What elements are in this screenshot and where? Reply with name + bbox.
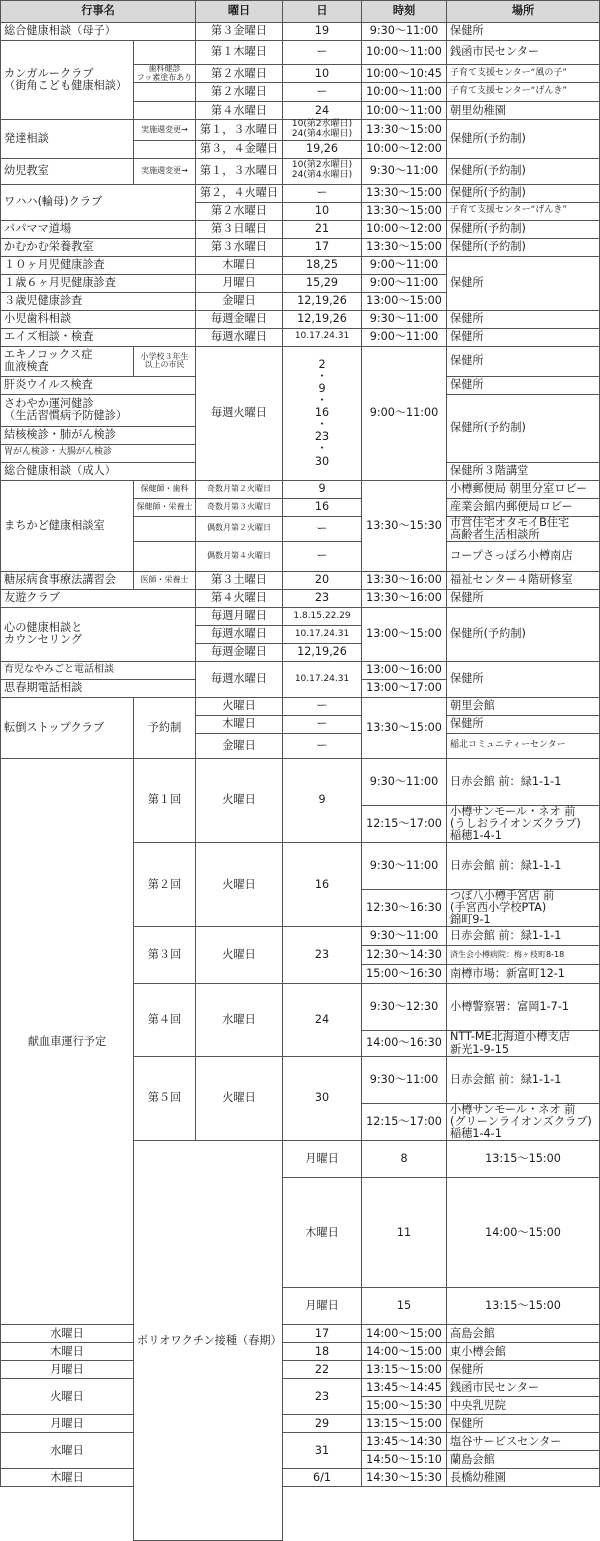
note-cell: 実施週変更→ xyxy=(134,158,196,184)
table-cell: 保健所(予約制) xyxy=(447,394,600,462)
table-row xyxy=(1,328,600,346)
table-cell: 子育て支援センター“げんき” xyxy=(447,83,600,102)
table-cell: エキノコックス症 血液検査 xyxy=(1,346,134,376)
table-row xyxy=(1,120,600,140)
table-cell: 毎週金曜日 xyxy=(196,310,283,328)
table-cell: 保健所３階講堂 xyxy=(447,462,600,480)
table-cell: 9:30～11:00 xyxy=(362,310,447,328)
table-cell: 保健所 xyxy=(447,715,600,733)
table-row xyxy=(1,1325,600,1343)
table-cell: 10 xyxy=(283,202,362,220)
table-cell: 10(第2水曜日) 24(第4水曜日) xyxy=(283,120,362,140)
table-cell: 13:30～15:00 xyxy=(362,238,447,256)
table-cell: 第３水曜日 xyxy=(196,238,283,256)
table-cell: 16 xyxy=(283,498,362,516)
table-cell: 13:30～15:30 xyxy=(362,480,447,571)
table-cell: 19,26 xyxy=(283,140,362,158)
table-row xyxy=(1,1505,600,1523)
table-cell: 10.17.24.31 xyxy=(283,625,362,643)
table-cell: 9 xyxy=(283,480,362,498)
table-cell: 糖尿病食事療法講習会 xyxy=(1,571,134,589)
table-row xyxy=(1,1343,600,1361)
note-cell xyxy=(134,140,196,158)
table-cell: 銭函市民センター xyxy=(447,41,600,65)
table-cell: 14:00～15:00 xyxy=(362,1343,447,1361)
table-cell: 30 xyxy=(283,1056,362,1140)
table-cell: 小樽警察署：富岡1-7-1 xyxy=(447,984,600,1031)
table-cell: 毎週金曜日 xyxy=(196,643,283,661)
table-cell: 市営住宅オタモイB住宅 高齢者生活相談所 xyxy=(447,516,600,541)
table-cell: 月曜日 xyxy=(196,274,283,292)
table-cell: 日赤会館 前：緑1-1-1 xyxy=(447,843,600,890)
table-cell: 9:00～11:00 xyxy=(362,256,447,274)
table-cell: １歳６ヶ月児健康診査 xyxy=(1,274,196,292)
table-cell: 長橋幼稚園 xyxy=(447,1469,600,1487)
table-cell: 19 xyxy=(283,23,362,41)
table-cell: 8 xyxy=(362,1140,447,1177)
table-row xyxy=(1,184,600,202)
table-cell: ポリオワクチン接種（春期） xyxy=(134,1140,283,1540)
table-cell: 保健所 xyxy=(447,23,600,41)
table-cell: 12:30～14:30 xyxy=(362,946,447,965)
table-row xyxy=(1,238,600,256)
table-cell: 13:15～15:00 xyxy=(447,1140,600,1177)
table-cell: 金曜日 xyxy=(196,733,283,758)
table-cell: 24 xyxy=(283,984,362,1056)
note-cell: 実施週変更→ xyxy=(134,120,196,140)
table-cell: 第３金曜日 xyxy=(196,23,283,41)
table-cell: 18 xyxy=(283,1343,362,1361)
table-cell: 第１，３水曜日 xyxy=(196,158,283,184)
table-cell: 15 xyxy=(362,1288,447,1325)
table-cell: 第２回 xyxy=(134,843,196,927)
table-cell: 結核検診・肺がん検診 xyxy=(1,426,196,444)
table-cell: 14:00～16:30 xyxy=(362,1031,447,1056)
table-cell: 12,19,26 xyxy=(283,292,362,310)
table-cell: 16 xyxy=(283,843,362,927)
table-cell: ー xyxy=(283,697,362,715)
table-cell: 13:00～17:00 xyxy=(362,679,447,697)
table-row xyxy=(1,480,600,498)
table-cell: 月曜日 xyxy=(1,1361,134,1379)
table-cell: 奇数月第３火曜日 xyxy=(196,498,283,516)
table-cell: 水曜日 xyxy=(1,1433,134,1469)
table-row xyxy=(1,1361,600,1379)
table-cell: 献血車運行予定 xyxy=(1,758,134,1324)
table-cell: 心の健康相談と カウンセリング xyxy=(1,607,196,661)
table-row xyxy=(1,346,600,376)
table-cell: 保健所(予約制) xyxy=(447,607,600,661)
table-cell: 9:30～11:00 xyxy=(362,758,447,805)
note-cell xyxy=(134,516,196,541)
table-cell: ー xyxy=(283,516,362,541)
table-cell: 月曜日 xyxy=(1,1415,134,1433)
table-row xyxy=(1,158,600,184)
table-cell: 9:30～11:00 xyxy=(362,843,447,890)
table-cell: 保健所(予約制) xyxy=(447,158,600,184)
table-cell: パパママ道場 xyxy=(1,220,196,238)
table-cell: 月曜日 xyxy=(283,1140,362,1177)
table-cell: ー xyxy=(283,733,362,758)
table-cell: 小樽サンモール・ネオ 前 (うしおライオンズクラブ) 稲穂1-4-1 xyxy=(447,805,600,842)
table-cell: 10:00～12:00 xyxy=(362,220,447,238)
table-cell: 14:30～15:30 xyxy=(362,1469,447,1487)
table-cell: 第２水曜日 xyxy=(196,65,283,83)
table-cell: 日赤会館 前：緑1-1-1 xyxy=(447,758,600,805)
table-cell: 10:00～12:00 xyxy=(362,140,447,158)
note-cell: 保健師・栄養士 xyxy=(134,498,196,516)
table-cell: 第４回 xyxy=(134,984,196,1056)
table-cell: 毎週水曜日 xyxy=(196,625,283,643)
table-cell: 23 xyxy=(283,927,362,984)
table-cell: 10 xyxy=(283,65,362,83)
table-cell: エイズ相談・検査 xyxy=(1,328,196,346)
table-cell: 第３土曜日 xyxy=(196,571,283,589)
table-cell: 17 xyxy=(283,238,362,256)
table-cell: 9:30～11:00 xyxy=(362,1056,447,1103)
table-cell: ３歳児健康診査 xyxy=(1,292,196,310)
table-cell: 第４火曜日 xyxy=(196,589,283,607)
table-cell: 保健所(予約制) xyxy=(447,184,600,202)
table-cell: ー xyxy=(283,541,362,571)
table-row xyxy=(1,661,600,679)
table-cell: 第３回 xyxy=(134,927,196,984)
table-cell: 17 xyxy=(283,1325,362,1343)
table-cell: 15:00～15:30 xyxy=(362,1397,447,1415)
table-cell: 木曜日 xyxy=(283,1178,362,1288)
table-cell: 東小樽会館 xyxy=(447,1343,600,1361)
table-cell: 12:15～17:00 xyxy=(362,805,447,842)
table-cell: 火曜日 xyxy=(196,1056,283,1140)
table-cell: 14:50～15:10 xyxy=(362,1451,447,1469)
table-cell: 14:00～15:00 xyxy=(362,1325,447,1343)
table-cell: 火曜日 xyxy=(196,697,283,715)
table-cell: 24 xyxy=(283,102,362,120)
table-cell: コープさっぽろ小樽南店 xyxy=(447,541,600,571)
table-cell: 10.17.24.31 xyxy=(283,661,362,697)
table-cell: 第１回 xyxy=(134,758,196,842)
table-cell: 13:30～15:00 xyxy=(362,202,447,220)
table-cell: 13:30～16:00 xyxy=(362,571,447,589)
table-cell: 塩谷サービスセンター xyxy=(447,1433,600,1451)
table-cell: 南樽市場：新富町12-1 xyxy=(447,965,600,984)
table-cell: 毎週水曜日 xyxy=(196,661,283,697)
table-row xyxy=(1,220,600,238)
table-cell: 日赤会館 前：緑1-1-1 xyxy=(447,1056,600,1103)
table-cell: １０ヶ月児健康診査 xyxy=(1,256,196,274)
table-cell: 福祉センター４階研修室 xyxy=(447,571,600,589)
table-cell: さわやか運河健診 （生活習慣病予防健診） xyxy=(1,394,196,426)
table-cell: 木曜日 xyxy=(196,715,283,733)
table-cell: NTT-ME北海道小樽支店 新光1-9-15 xyxy=(447,1031,600,1056)
table-cell: 12:15～17:00 xyxy=(362,1103,447,1140)
table-cell: 毎週火曜日 xyxy=(196,346,283,480)
table-cell: ワハハ(輪母)クラブ xyxy=(1,184,196,220)
column-header: 時刻 xyxy=(362,1,447,23)
table-cell: 保健所(予約制) xyxy=(447,120,600,158)
table-row xyxy=(1,1469,600,1487)
header-row xyxy=(1,1,600,23)
table-cell: 18,25 xyxy=(283,256,362,274)
table-cell: 13:45～14:30 xyxy=(362,1433,447,1451)
table-cell: 13:45～14:45 xyxy=(362,1379,447,1397)
table-cell: 胃がん検診・大腸がん検診 xyxy=(1,444,196,462)
table-cell: 高島会館 xyxy=(447,1325,600,1343)
table-row xyxy=(1,1415,600,1433)
table-cell: 23 xyxy=(283,1379,362,1415)
column-header: 曜日 xyxy=(196,1,283,23)
table-cell: 第３日曜日 xyxy=(196,220,283,238)
table-row xyxy=(1,256,600,274)
table-cell: 偶数月第２火曜日 xyxy=(196,516,283,541)
table-cell: 友遊クラブ xyxy=(1,589,196,607)
table-cell: 発達相談 xyxy=(1,120,134,158)
column-header: 行事名 xyxy=(1,1,196,23)
note-cell: 小学校３年生 以上の市民 xyxy=(134,346,196,376)
table-cell: 10:00～10:45 xyxy=(362,65,447,83)
table-cell: 木曜日 xyxy=(1,1343,134,1361)
table-cell: 9:30～11:00 xyxy=(362,158,447,184)
table-row xyxy=(1,310,600,328)
table-cell: 31 xyxy=(283,1433,362,1469)
table-cell: 済生会小樽病院：梅ヶ枝町8-18 xyxy=(447,946,600,965)
table-cell: 9:30～11:00 xyxy=(362,927,447,946)
table-cell: 毎週月曜日 xyxy=(196,607,283,625)
table-cell: ー xyxy=(283,715,362,733)
table-cell: まちかど健康相談室 xyxy=(1,480,134,571)
table-cell: 9 xyxy=(283,758,362,842)
table-cell: 火曜日 xyxy=(1,1379,134,1415)
table-cell: 子育て支援センター“げんき” xyxy=(447,202,600,220)
table-cell: 22 xyxy=(283,1361,362,1379)
table-cell: 保健所(予約制) xyxy=(447,238,600,256)
table-cell: 14:00～15:00 xyxy=(447,1178,600,1288)
table-cell: 産業会館内郵便局ロビー xyxy=(447,498,600,516)
table-cell: 金曜日 xyxy=(196,292,283,310)
table-cell: 子育て支援センター“風の子” xyxy=(447,65,600,83)
table-cell: 日赤会館 前：緑1-1-1 xyxy=(447,927,600,946)
table-cell: 小樽サンモール・ネオ 前 (グリーンライオンズクラブ) 稲穂1-4-1 xyxy=(447,1103,600,1140)
column-header: 日 xyxy=(283,1,362,23)
table-cell: 転倒ストップクラブ xyxy=(1,697,134,758)
table-cell: 肝炎ウイルス検査 xyxy=(1,376,196,394)
table-cell: 予約制 xyxy=(134,697,196,758)
table-cell: 第１木曜日 xyxy=(196,41,283,65)
table-cell: 保健所 xyxy=(447,328,600,346)
table-cell: 12,19,26 xyxy=(283,310,362,328)
table-cell: 育児なやみごと電話相談 xyxy=(1,661,196,679)
table-cell: 13:00～15:00 xyxy=(362,607,447,661)
table-cell: 23 xyxy=(283,589,362,607)
table-cell: 15:00～16:30 xyxy=(362,965,447,984)
table-cell: 9:00～11:00 xyxy=(362,328,447,346)
table-row xyxy=(1,1433,600,1451)
table-cell: 10:00～11:00 xyxy=(362,83,447,102)
table-cell: 9:30～12:30 xyxy=(362,984,447,1031)
table-cell: 13:15～15:00 xyxy=(447,1288,600,1325)
table-cell: 第３，４金曜日 xyxy=(196,140,283,158)
table-cell: 蘭島会館 xyxy=(447,1451,600,1469)
table-cell: 中央乳児院 xyxy=(447,1397,600,1415)
table-cell: ー xyxy=(283,184,362,202)
table-cell: 保健所 xyxy=(447,1361,600,1379)
table-cell: 保健所 xyxy=(447,661,600,697)
table-cell: 保健所 xyxy=(447,256,600,310)
table-cell: 総合健康相談（母子） xyxy=(1,23,196,41)
table-cell: 木曜日 xyxy=(1,1469,134,1487)
table-cell: 29 xyxy=(283,1415,362,1433)
note-cell: 医師・栄養士 xyxy=(134,571,196,589)
table-cell: 水曜日 xyxy=(196,984,283,1056)
table-cell: 木曜日 xyxy=(196,256,283,274)
table-cell: 小児歯科相談 xyxy=(1,310,196,328)
table-cell: ー xyxy=(283,83,362,102)
table-cell: 火曜日 xyxy=(196,927,283,984)
table-cell: 朝里幼稚園 xyxy=(447,102,600,120)
table-cell: 第５回 xyxy=(134,1056,196,1140)
table-cell: 火曜日 xyxy=(196,758,283,842)
table-cell: 偶数月第４火曜日 xyxy=(196,541,283,571)
table-cell: 20 xyxy=(283,571,362,589)
table-cell: 12:30～16:30 xyxy=(362,890,447,927)
table-cell: 10.17.24.31 xyxy=(283,328,362,346)
note-cell xyxy=(134,41,196,65)
table-cell: 保健所 xyxy=(447,346,600,376)
table-cell: 銭函市民センター xyxy=(447,1379,600,1397)
table-cell: 13:30～15:00 xyxy=(362,184,447,202)
table-cell: 月曜日 xyxy=(283,1288,362,1325)
table-cell: 21 xyxy=(283,220,362,238)
table-cell: 13:00～15:00 xyxy=(362,292,447,310)
table-cell: 思春期電話相談 xyxy=(1,679,196,697)
table-cell: 保健所 xyxy=(447,376,600,394)
table-row xyxy=(1,571,600,589)
table-row xyxy=(1,589,600,607)
table-cell: 13:15～15:00 xyxy=(362,1415,447,1433)
table-cell: 13:30～15:00 xyxy=(362,697,447,758)
table-cell: 保健所(予約制) xyxy=(447,220,600,238)
table-cell: 9:00～11:00 xyxy=(362,346,447,480)
table-cell: 15,29 xyxy=(283,274,362,292)
table-cell: 9:30～11:00 xyxy=(362,23,447,41)
table-cell: 11 xyxy=(362,1178,447,1288)
table-cell: 第２水曜日 xyxy=(196,202,283,220)
table-cell: 13:30～16:00 xyxy=(362,589,447,607)
table-cell: 火曜日 xyxy=(196,843,283,927)
table-cell: 朝里会館 xyxy=(447,697,600,715)
table-row xyxy=(1,1523,600,1541)
table-cell: 13:00～16:00 xyxy=(362,661,447,679)
table-cell: かむかむ栄養教室 xyxy=(1,238,196,256)
table-cell: 2 ・ 9 ・ 16 ・ 23 ・ 30 xyxy=(283,346,362,480)
table-cell: 12,19,26 xyxy=(283,643,362,661)
note-cell xyxy=(134,541,196,571)
table-cell: 9:00～11:00 xyxy=(362,274,447,292)
note-cell: 歯科健診 フッ素塗布あり xyxy=(134,65,196,83)
table-row xyxy=(1,758,600,805)
table-row xyxy=(1,1379,600,1397)
table-row xyxy=(1,607,600,625)
note-cell xyxy=(134,83,196,102)
table-row xyxy=(1,41,600,65)
table-cell: 第１，３水曜日 xyxy=(196,120,283,140)
table-cell: カンガルークラブ （街角こども健康相談） xyxy=(1,41,134,120)
table-cell: 毎週水曜日 xyxy=(196,328,283,346)
column-header: 場所 xyxy=(447,1,600,23)
table-cell: 稲北コミュニティーセンター xyxy=(447,733,600,758)
table-cell: 1.8.15.22.29 xyxy=(283,607,362,625)
table-row xyxy=(1,697,600,715)
table-cell: 10:00～11:00 xyxy=(362,102,447,120)
table-cell: 10:00～11:00 xyxy=(362,41,447,65)
table-cell: 奇数月第２火曜日 xyxy=(196,480,283,498)
note-cell: 保健師・歯科 xyxy=(134,480,196,498)
note-cell xyxy=(134,102,196,120)
table-cell: 総合健康相談（成人） xyxy=(1,462,196,480)
table-cell: 第４水曜日 xyxy=(196,102,283,120)
table-cell: 13:30～15:00 xyxy=(362,120,447,140)
table-cell: 小樽郵便局 朝里分室ロビー xyxy=(447,480,600,498)
table-cell: つぼ八小樽手宮店 前 (手宮西小学校PTA) 錦町9-1 xyxy=(447,890,600,927)
table-cell: 10(第2水曜日) 24(第4水曜日) xyxy=(283,158,362,184)
table-cell: 保健所 xyxy=(447,589,600,607)
table-cell: ー xyxy=(283,41,362,65)
table-cell: 幼児教室 xyxy=(1,158,134,184)
table-cell: 保健所 xyxy=(447,310,600,328)
table-row xyxy=(1,23,600,41)
table-row xyxy=(1,1487,600,1505)
table-cell: 保健所 xyxy=(447,1415,600,1433)
table-cell: 13:15～15:00 xyxy=(362,1361,447,1379)
table-cell: 6/1 xyxy=(283,1469,362,1487)
table-cell: 第２水曜日 xyxy=(196,83,283,102)
table-cell: 水曜日 xyxy=(1,1325,134,1343)
table-cell: 第２，４火曜日 xyxy=(196,184,283,202)
